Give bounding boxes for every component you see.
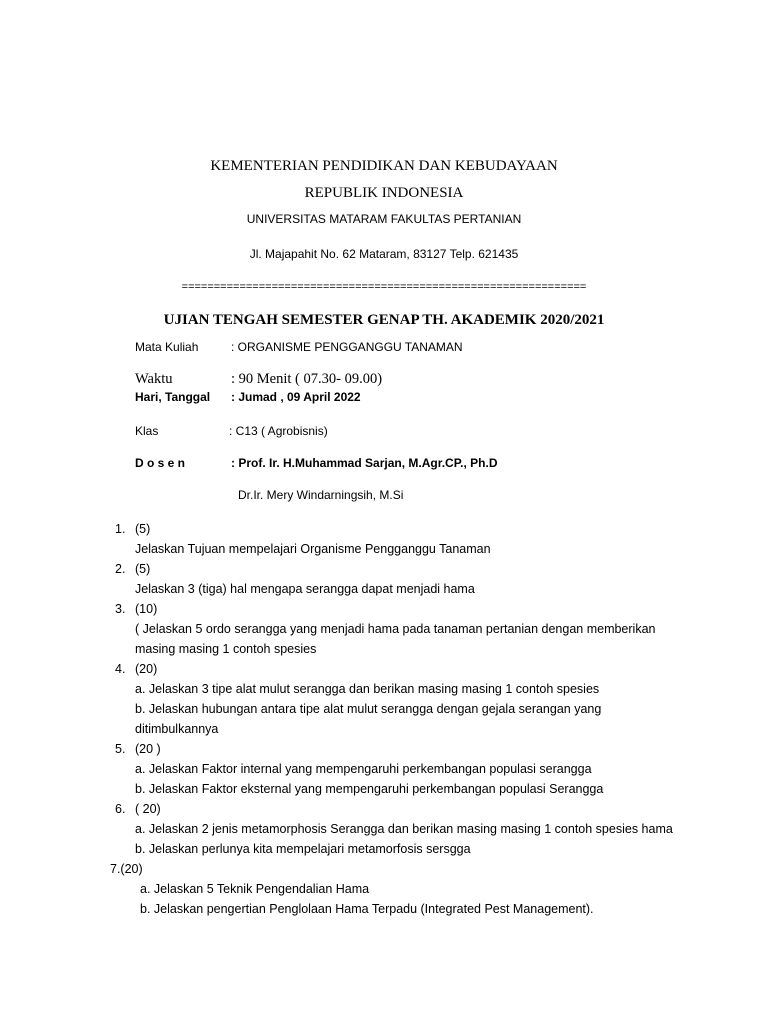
klas-value: : C13 ( Agrobisnis) [229, 424, 328, 438]
question-7-line-2: b. Jelaskan pengertian Penglolaan Hama Terpadu (Integrated Pest Management). [140, 902, 594, 916]
question-5-number: 5. [115, 742, 126, 756]
klas-label: Klas [135, 424, 159, 438]
question-4-points: (20) [135, 662, 158, 676]
question-4-line-2: b. Jelaskan hubungan antara tipe alat mulut serangga dengan gejala serangan yang [135, 702, 602, 716]
hari-label: Hari, Tanggal [135, 390, 211, 404]
question-6-points: ( 20) [135, 802, 161, 816]
question-4-number: 4. [115, 662, 126, 676]
waktu-label: Waktu [135, 371, 173, 387]
question-3-line-1: ( Jelaskan 5 ordo serangga yang menjadi hama pada tanaman pertanian dengan memberikan [135, 622, 656, 636]
country-title: REPUBLIK INDONESIA [304, 185, 464, 201]
question-1-line-1: Jelaskan Tujuan mempelajari Organisme Pengganggu Tanaman [135, 542, 491, 556]
question-1-points: (5) [135, 522, 151, 536]
waktu-value: : 90 Menit ( 07.30- 09.00) [231, 371, 383, 387]
dosen-value-2: Dr.Ir. Mery Windarningsih, M.Si [238, 488, 404, 502]
exam-title: UJIAN TENGAH SEMESTER GENAP TH. AKADEMIK 2020/2021 [163, 312, 605, 328]
question-3-points: (10) [135, 602, 158, 616]
mata-kuliah-value: : ORGANISME PENGGANGGU TANAMAN [231, 340, 463, 354]
question-5-line-2: b. Jelaskan Faktor eksternal yang mempengaruhi perkembangan populasi Serangga [135, 782, 604, 796]
question-5-line-1: a. Jelaskan Faktor internal yang mempengaruhi perkembangan populasi serangga [135, 762, 592, 776]
dosen-value: : Prof. Ir. H.Muhammad Sarjan, M.Agr.CP., Ph.D [231, 456, 498, 470]
address-line: Jl. Majapahit No. 62 Mataram, 83127 Telp. 621435 [249, 247, 519, 261]
question-6-number: 6. [115, 802, 126, 816]
dosen-label: D o s e n [135, 456, 186, 470]
question-6-line-2: b. Jelaskan perlunya kita mempelajari metamorfosis sersgga [135, 842, 471, 856]
question-4-line-1: a. Jelaskan 3 tipe alat mulut serangga dan berikan masing masing 1 contoh spesies [135, 682, 600, 696]
question-3-number: 3. [115, 602, 126, 616]
question-2-points: (5) [135, 562, 151, 576]
question-5-points: (20 ) [135, 742, 161, 756]
question-3-line-2: masing masing 1 contoh spesies [135, 642, 317, 656]
question-2-line-1: Jelaskan 3 (tiga) hal mengapa serangga dapat menjadi hama [135, 582, 475, 596]
separator-line: =============================================================== [181, 281, 587, 293]
question-1-number: 1. [115, 522, 126, 536]
question-6-line-1: a. Jelaskan 2 jenis metamorphosis Serangga dan berikan masing masing 1 contoh spesies hama [135, 822, 673, 836]
university-title: UNIVERSITAS MATARAM FAKULTAS PERTANIAN [246, 212, 522, 226]
mata-kuliah-label: Mata Kuliah [135, 340, 199, 354]
ministry-title: KEMENTERIAN PENDIDIKAN DAN KEBUDAYAAN [210, 158, 558, 174]
question-4-line-3: ditimbulkannya [135, 722, 219, 736]
question-2-number: 2. [115, 562, 126, 576]
question-7-line-1: a. Jelaskan 5 Teknik Pengendalian Hama [140, 882, 370, 896]
hari-value: : Jumad , 09 April 2022 [231, 390, 361, 404]
question-7-number: 7.(20) [110, 862, 143, 876]
